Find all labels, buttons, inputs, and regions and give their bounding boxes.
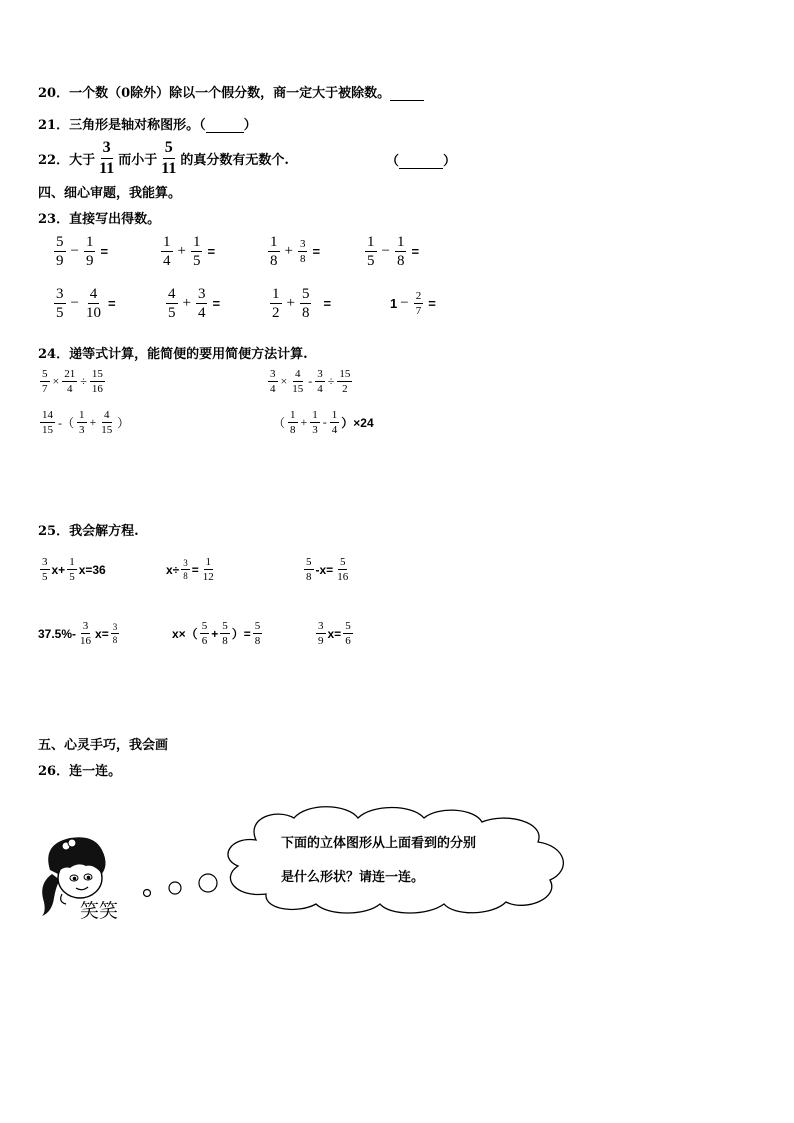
fraction: $\frac{3}{8}$: [183, 558, 188, 581]
fraction: 3 5: [42, 556, 48, 583]
calc-item: 1 5 − $\frac{1}{8}$ =: [367, 234, 420, 269]
thought-cloud: [216, 800, 588, 918]
fraction: $\frac{21}{4}$: [64, 368, 76, 395]
fraction: $\frac{3}{4}$: [270, 368, 276, 395]
question-22-mid: 而小于: [118, 153, 158, 168]
calc-expression: （ 1 8 + $\frac{1}{3}$ - 1 4 ）×24: [273, 409, 374, 436]
fraction: 3 5: [56, 286, 64, 321]
fraction: 1 3: [79, 409, 85, 436]
fraction: $\frac{1}{3}$: [312, 409, 318, 436]
question-24-title: 24．递等式计算，能简便的要用简便方法计算.: [38, 347, 308, 362]
question-20: [38, 82, 424, 101]
fraction: $\frac{3}{8}$: [299, 238, 306, 265]
girl-label: 笑笑: [80, 900, 119, 922]
calc-item: 4 5 + $\frac{3}{4}$ =: [168, 286, 221, 321]
fraction: $\frac{1}{5}$: [69, 556, 75, 583]
fraction: 3 16: [80, 620, 92, 647]
calc-item: 3 5 − $\frac{4}{10}$ =: [56, 286, 116, 321]
fraction: $\frac{4}{15}$: [292, 368, 304, 395]
question-22-pre: 22．大于: [38, 153, 96, 168]
question-20-text: 20．一个数（0除外）除以一个假分数，商一定大于被除数。: [38, 86, 391, 101]
thought-dots: [138, 868, 222, 904]
equation: x×（ 5 6 + $\frac{5}{8}$ ）= $\frac{5}{8}$: [172, 620, 261, 647]
fraction: 1 4: [331, 409, 338, 436]
section-4-title: 四、细心审题，我能算。: [38, 186, 182, 201]
fraction: $\frac{4}{10}$: [85, 286, 101, 321]
bubble-text-line2: 是什么形状？请连一连。: [281, 870, 425, 885]
fraction: 5 11: [161, 139, 177, 177]
fraction: 1 8: [270, 234, 278, 269]
equation: 37.5%- 3 16 x= $\frac{3}{8}$: [38, 620, 118, 647]
fraction: $\frac{5}{8}$: [254, 620, 261, 647]
fraction: 1 5: [367, 234, 375, 269]
fraction: 14 15: [42, 409, 53, 436]
fraction: 4 5: [168, 286, 176, 321]
calc-item: 1 2 + $\frac{5}{8}$ =: [272, 286, 332, 321]
question-25-title: 25．我会解方程.: [38, 524, 139, 539]
calc-item: 1 − $\frac{2}{7}$ =: [390, 290, 436, 317]
fraction: 5 8: [306, 556, 312, 583]
fraction: $\frac{5}{6}$: [345, 620, 351, 647]
calc-item: 1 4 + $\frac{1}{5}$ =: [163, 234, 216, 269]
fraction: $\frac{5}{16}$: [337, 556, 349, 583]
fraction: $\frac{1}{9}$: [85, 234, 94, 269]
equation: x÷ $\frac{3}{8}$ = $\frac{1}{12}$: [166, 556, 214, 583]
fraction: 5 9: [56, 234, 64, 269]
equation: 3 5 x+ $\frac{1}{5}$ x=36: [42, 556, 106, 583]
fraction: $\frac{15}{16}$: [91, 368, 103, 395]
section-5-title: 五、心灵手巧，我会画: [38, 738, 169, 753]
equation: 5 8 -x= $\frac{5}{16}$: [306, 556, 349, 583]
fraction: $\frac{4}{15}$: [101, 409, 113, 436]
fraction: 3 11: [99, 139, 115, 177]
question-22-answer: （ ）: [386, 154, 457, 169]
fraction: $\frac{3}{4}$: [317, 368, 323, 395]
calc-item: 5 9 − $\frac{1}{9}$ =: [56, 234, 109, 269]
question-21-text: 21．三角形是轴对称图形。（: [38, 118, 206, 133]
answer-blank[interactable]: [399, 168, 443, 169]
question-23-title: 23．直接写出得数。: [38, 212, 161, 227]
close-paren: ）: [243, 118, 257, 133]
fraction: $\frac{15}{2}$: [339, 368, 351, 395]
fraction: $\frac{3}{4}$: [197, 286, 206, 321]
fraction: 1 4: [163, 234, 171, 269]
question-22: [38, 139, 289, 178]
question-22-post: 的真分数有无数个.: [180, 153, 289, 168]
fraction: 3 9: [318, 620, 324, 647]
equation: 3 9 x= $\frac{5}{6}$: [318, 620, 351, 647]
fraction: 5 6: [201, 620, 208, 647]
fraction: $\frac{5}{7}$: [42, 368, 48, 395]
calc-expression: $\frac{3}{4}$ × $\frac{4}{15}$ - $\frac{3}{4}$ ÷ $\frac{15}{2}$: [270, 368, 351, 395]
fraction: 1 2: [272, 286, 280, 321]
calc-expression: $\frac{5}{7}$ × $\frac{21}{4}$ ÷ $\frac{15}{16}$: [42, 368, 103, 395]
fraction: $\frac{5}{8}$: [222, 620, 228, 647]
question-21: [38, 114, 257, 133]
fraction: $\frac{1}{5}$: [192, 234, 201, 269]
fraction: $\frac{2}{7}$: [415, 290, 422, 317]
bubble-text-line1: 下面的立体图形从上面看到的分别: [281, 836, 477, 851]
answer-blank[interactable]: [206, 132, 244, 133]
calc-item: 1 8 + $\frac{3}{8}$ =: [270, 234, 321, 269]
answer-blank[interactable]: [390, 100, 424, 101]
calc-expression: 14 15 -（ 1 3 + $\frac{4}{15}$ ）: [42, 409, 130, 436]
question-26-title: 26．连一连。: [38, 764, 122, 779]
fraction: $\frac{1}{8}$: [396, 234, 405, 269]
fraction: $\frac{1}{12}$: [202, 556, 214, 583]
fraction: $\frac{5}{8}$: [301, 286, 310, 321]
fraction: 1 8: [290, 409, 296, 436]
fraction: $\frac{3}{8}$: [112, 622, 118, 645]
